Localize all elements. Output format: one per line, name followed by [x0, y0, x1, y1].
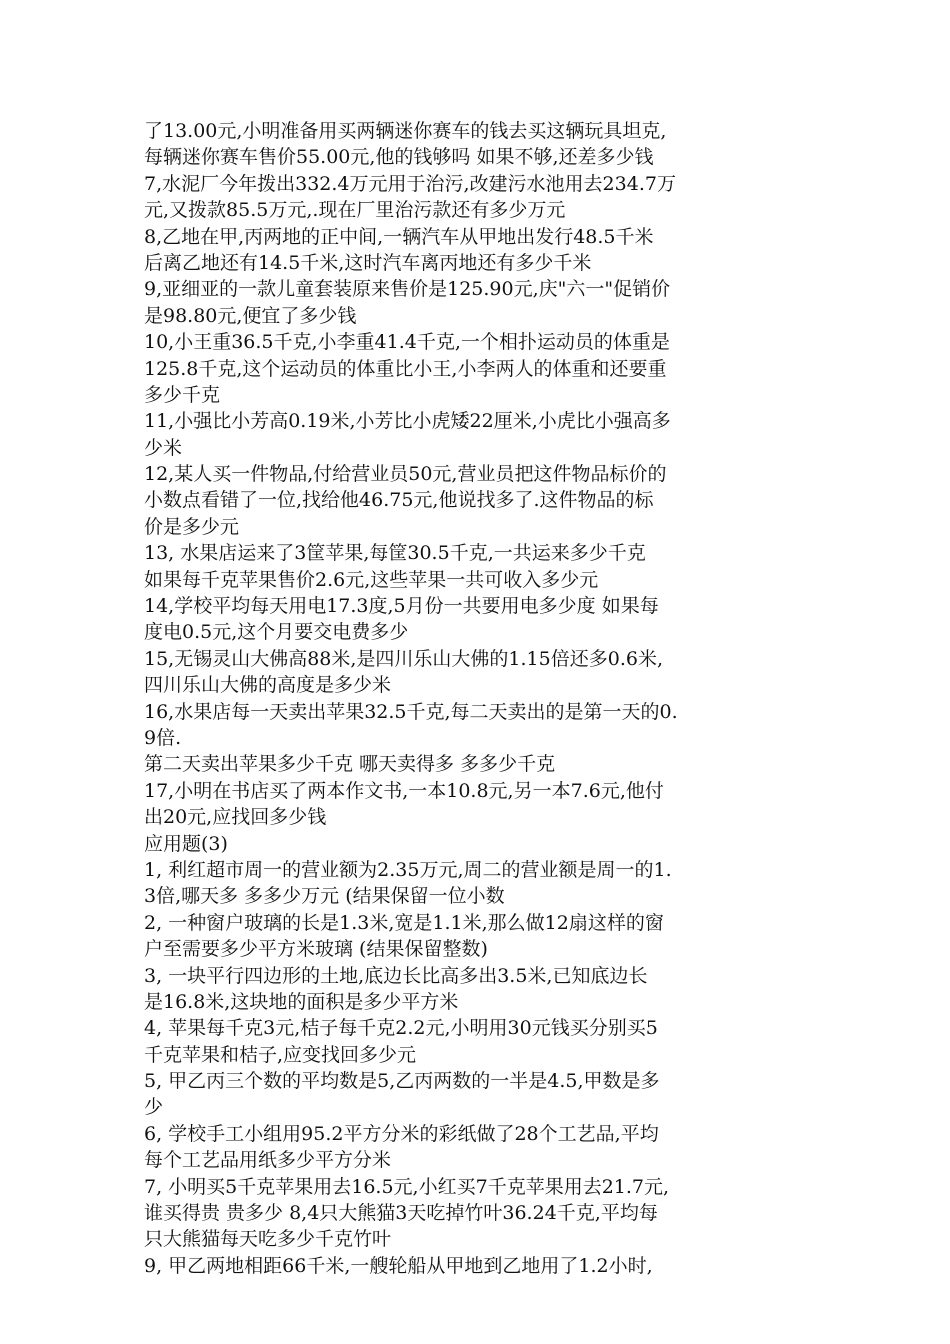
text-line: 8,乙地在甲,丙两地的正中间,一辆汽车从甲地出发行48.5千米: [144, 225, 654, 248]
text-line: 13, 水果店运来了3筐苹果,每筐30.5千克,一共运来多少千克: [144, 542, 646, 565]
text-line: 少: [144, 1096, 164, 1119]
text-line: 7, 小明买5千克苹果用去16.5元,小红买7千克苹果用去21.7元,: [144, 1175, 670, 1198]
text-line: 第二天卖出苹果多少千克 哪天卖得多 多多少千克: [144, 753, 556, 776]
text-line: 3倍,哪天多 多多少万元 (结果保留一位小数: [144, 885, 505, 908]
document-page: [144, 118, 824, 1279]
text-line: 千克苹果和桔子,应变找回多少元: [144, 1043, 417, 1066]
text-line: 元,又拨款85.5万元,.现在厂里治污款还有多少万元: [144, 199, 566, 222]
text-line: 11,小强比小芳高0.19米,小芳比小虎矮22厘米,小虎比小强高多: [144, 410, 671, 433]
text-line: 出20元,应找回多少钱: [144, 806, 327, 829]
text-line: 125.8千克,这个运动员的体重比小王,小李两人的体重和还要重: [144, 357, 667, 380]
text-line: 少米: [144, 436, 183, 459]
text-line: 度电0.5元,这个月要交电费多少: [144, 621, 409, 644]
text-line: 了13.00元,小明准备用买两辆迷你赛车的钱去买这辆玩具坦克,: [144, 120, 667, 142]
text-line: 是16.8米,这块地的面积是多少平方米: [144, 990, 459, 1013]
text-line: 4, 苹果每千克3元,桔子每千克2.2元,小明用30元钱买分别买5: [144, 1017, 658, 1040]
text-line: 1, 利红超市周一的营业额为2.35万元,周二的营业额是周一的1.: [144, 858, 672, 881]
text-line: 价是多少元: [144, 515, 240, 538]
text-line: 多少千克: [144, 383, 221, 406]
text-line: 是98.80元,便宜了多少钱: [144, 304, 357, 327]
text-line: 6, 学校手工小组用95.2平方分米的彩纸做了28个工艺品,平均: [144, 1122, 659, 1145]
text-line: 只大熊猫每天吃多少千克竹叶: [144, 1228, 392, 1251]
text-line: 15,无锡灵山大佛高88米,是四川乐山大佛的1.15倍还多0.6米,: [144, 647, 663, 670]
text-line: 后离乙地还有14.5千米,这时汽车离丙地还有多少千米: [144, 251, 592, 274]
text-line: 每辆迷你赛车售价55.00元,他的钱够吗 如果不够,还差多少钱: [144, 146, 654, 169]
text-line: 17,小明在书店买了两本作文书,一本10.8元,另一本7.6元,他付: [144, 779, 664, 802]
text-line: 3, 一块平行四边形的土地,底边长比高多出3.5米,已知底边长: [144, 964, 648, 987]
text-line: 小数点看错了一位,找给他46.75元,他说找多了.这件物品的标: [144, 489, 654, 512]
text-line: 16,水果店每一天卖出苹果32.5千克,每二天卖出的是第一天的0.: [144, 700, 678, 723]
text-line: 5, 甲乙丙三个数的平均数是5,乙丙两数的一半是4.5,甲数是多: [144, 1070, 660, 1093]
text-line: 2, 一种窗户玻璃的长是1.3米,宽是1.1米,那么做12扇这样的窗: [144, 911, 664, 934]
text-line: 7,水泥厂今年拨出332.4万元用于治污,改建污水池用去234.7万: [144, 172, 676, 195]
text-line: 10,小王重36.5千克,小李重41.4千克,一个相扑运动员的体重是: [144, 331, 670, 354]
text-line: 户至需要多少平方米玻璃 (结果保留整数): [144, 938, 488, 961]
section-heading: 应用题(3): [144, 832, 228, 855]
text-line: 9, 甲乙两地相距66千米,一艘轮船从甲地到乙地用了1.2小时,: [144, 1254, 653, 1277]
text-line: 谁买得贵 贵多少 8,4只大熊猫3天吃掉竹叶36.24千克,平均每: [144, 1202, 658, 1225]
text-line: 如果每千克苹果售价2.6元,这些苹果一共可收入多少元: [144, 568, 599, 591]
text-line: 四川乐山大佛的高度是多少米: [144, 674, 392, 697]
text-line: 14,学校平均每天用电17.3度,5月份一共要用电多少度 如果每: [144, 595, 659, 618]
text-line: 9,亚细亚的一款儿童套装原来售价是125.90元,庆"六一"促销价: [144, 278, 671, 301]
text-line: 每个工艺品用纸多少平方分米: [144, 1149, 392, 1172]
text-line: 9倍.: [144, 726, 182, 749]
text-line: 12,某人买一件物品,付给营业员50元,营业员把这件物品标价的: [144, 463, 667, 486]
